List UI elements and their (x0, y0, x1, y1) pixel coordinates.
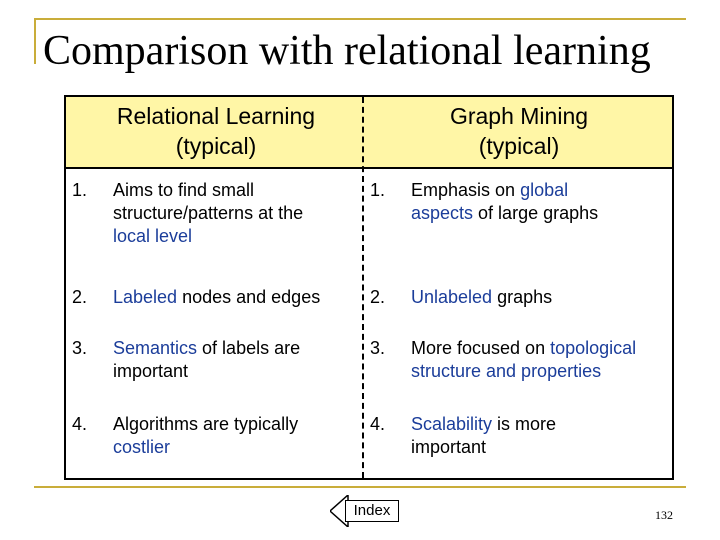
item-text-line (411, 179, 598, 202)
item-text (411, 413, 556, 459)
highlighted-text: Unlabeled (411, 287, 493, 307)
bottom-accent-line (34, 486, 686, 488)
item-text-line (411, 337, 636, 360)
item-text (411, 179, 598, 225)
text-segment: More focused on (411, 338, 551, 358)
item-text-line (113, 360, 300, 383)
item-text-line (113, 286, 320, 309)
right-column-header (366, 101, 672, 161)
text-segment: of large graphs (473, 203, 599, 223)
highlighted-text: Semantics (113, 338, 198, 358)
left-accent-line (34, 18, 36, 64)
right-header-line-1: Graph Mining (449, 103, 589, 129)
item-text-line (113, 337, 300, 360)
header-divider (66, 167, 672, 169)
item-number: 3. (72, 338, 88, 358)
item-number: 2. (72, 287, 88, 307)
highlighted-text: aspects (411, 203, 474, 223)
item-text-line (411, 413, 556, 436)
highlighted-text: topological (550, 338, 637, 358)
slide-title: Comparison with relational learning (43, 28, 651, 74)
item-text-line (113, 436, 298, 459)
highlighted-text: structure and properties (411, 361, 602, 381)
text-segment: structure/patterns at the (113, 203, 304, 223)
item-text (113, 337, 300, 383)
left-header-line-2: (typical) (175, 133, 257, 159)
right-header-line-2: (typical) (478, 133, 560, 159)
item-number: 1. (72, 180, 88, 200)
text-segment: of labels are (197, 338, 301, 358)
text-segment: Emphasis on (411, 180, 521, 200)
item-number: 4. (72, 414, 88, 434)
left-header-line-1: Relational Learning (116, 103, 316, 129)
item-number: 3. (370, 338, 386, 358)
item-text (113, 413, 298, 459)
item-text (411, 286, 552, 309)
item-text-line (113, 413, 298, 436)
text-segment: is more (492, 414, 557, 434)
text-segment: graphs (492, 287, 553, 307)
item-number: 4. (370, 414, 386, 434)
item-number: 1. (370, 180, 386, 200)
item-text (113, 286, 320, 309)
text-segment: important (113, 361, 189, 381)
text-segment: Algorithms are typically (113, 414, 299, 434)
item-text-line (113, 179, 303, 202)
item-number: 2. (370, 287, 386, 307)
item-text-line (411, 286, 552, 309)
highlighted-text: local level (113, 226, 193, 246)
highlighted-text: Labeled (113, 287, 178, 307)
item-text (411, 337, 636, 383)
index-button[interactable]: Index (345, 500, 399, 522)
page-number: 132 (655, 508, 673, 522)
item-text (113, 179, 303, 248)
highlighted-text: Scalability (411, 414, 493, 434)
item-text-line (411, 202, 598, 225)
text-segment: Aims to find small (113, 180, 255, 200)
text-segment: nodes and edges (177, 287, 321, 307)
highlighted-text: costlier (113, 437, 171, 457)
text-segment: important (411, 437, 487, 457)
item-text-line (113, 225, 303, 248)
highlighted-text: global (520, 180, 569, 200)
column-divider (362, 97, 364, 478)
comparison-table (64, 95, 674, 480)
top-accent-line (34, 18, 686, 20)
left-column-header (66, 101, 366, 161)
table-header-row (66, 97, 672, 167)
item-text-line (411, 360, 636, 383)
item-text-line (113, 202, 303, 225)
item-text-line (411, 436, 556, 459)
